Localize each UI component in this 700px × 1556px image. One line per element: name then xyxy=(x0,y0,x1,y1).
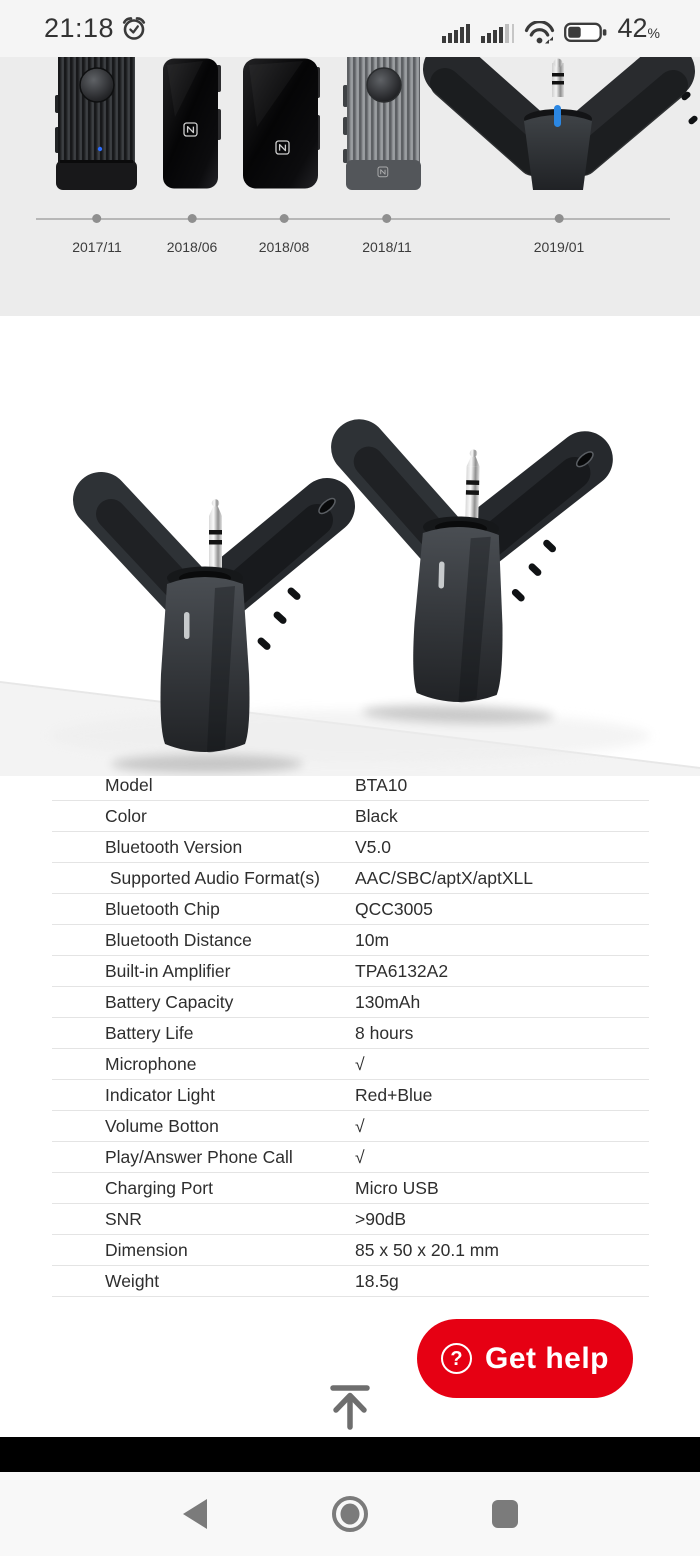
spec-value: √ xyxy=(355,1053,365,1074)
spec-label: Volume Botton xyxy=(105,1115,219,1136)
timeline-date: 2018/08 xyxy=(258,239,310,255)
timeline-milestone[interactable] xyxy=(534,214,585,255)
alarm-icon xyxy=(121,15,147,42)
scroll-to-top-button[interactable] xyxy=(322,1382,378,1430)
timeline-date: 2019/01 xyxy=(533,239,585,255)
spec-row xyxy=(52,1018,649,1049)
product-history-section xyxy=(0,57,700,316)
cell-signal-sim2-icon xyxy=(481,21,515,44)
spec-value: √ xyxy=(355,1115,365,1136)
timeline-dot-icon xyxy=(92,214,101,223)
spec-value: >90dB xyxy=(355,1208,407,1229)
cell-signal-sim1-icon xyxy=(442,21,472,44)
spec-row xyxy=(52,1142,649,1173)
battery-percent: 42 % xyxy=(617,13,660,43)
timeline-date: 2018/06 xyxy=(166,239,218,255)
spec-row xyxy=(52,863,649,894)
spec-label: Weight xyxy=(105,1270,160,1291)
content-bottom-strip xyxy=(0,1437,700,1472)
android-nav-bar xyxy=(0,1472,700,1556)
spec-value: 85 x 50 x 20.1 mm xyxy=(355,1239,499,1260)
product-detail-content xyxy=(0,316,700,1437)
spec-label: Charging Port xyxy=(105,1177,213,1198)
spec-label: Dimension xyxy=(105,1239,188,1260)
spec-row xyxy=(52,1111,649,1142)
spec-row xyxy=(52,987,649,1018)
nav-home-button[interactable] xyxy=(330,1494,370,1534)
spec-row xyxy=(52,1049,649,1080)
spec-label: Supported Audio Format(s) xyxy=(105,867,320,888)
timeline-dot-icon xyxy=(554,214,563,223)
spec-value: 8 hours xyxy=(355,1022,414,1043)
nav-recents-button[interactable] xyxy=(491,1499,519,1529)
spec-row xyxy=(52,832,649,863)
spec-value: Red+Blue xyxy=(355,1084,433,1105)
timeline-milestone[interactable] xyxy=(72,214,122,255)
spec-row xyxy=(52,1204,649,1235)
spec-label: Color xyxy=(105,805,147,826)
timeline-date: 2017/11 xyxy=(72,239,122,255)
nav-back-button[interactable] xyxy=(181,1498,209,1530)
timeline-dot-icon xyxy=(279,214,288,223)
timeline-dot-icon xyxy=(382,214,391,223)
spec-value: Black xyxy=(355,805,398,826)
spec-row xyxy=(52,1235,649,1266)
spec-label: Microphone xyxy=(105,1053,197,1074)
spec-value: BTA10 xyxy=(355,774,408,795)
spec-value: √ xyxy=(355,1146,365,1167)
spec-value: 10m xyxy=(355,929,390,950)
spec-value: AAC/SBC/aptX/aptXLL xyxy=(355,867,534,888)
spec-row xyxy=(52,1173,649,1204)
spec-label: Bluetooth Chip xyxy=(105,898,220,919)
timeline-milestone[interactable] xyxy=(362,214,412,255)
spec-row xyxy=(52,801,649,832)
spec-row xyxy=(52,894,649,925)
spec-label: Bluetooth Version xyxy=(105,836,243,857)
status-bar xyxy=(0,0,700,57)
spec-row xyxy=(52,770,649,801)
spec-value: QCC3005 xyxy=(355,898,433,919)
timeline-milestone[interactable] xyxy=(167,214,218,255)
spec-label: Battery Life xyxy=(105,1022,194,1043)
timeline-milestones xyxy=(0,57,700,316)
spec-value: Micro USB xyxy=(355,1177,439,1198)
status-left xyxy=(44,13,147,44)
spec-label: SNR xyxy=(105,1208,142,1229)
spec-row xyxy=(52,1266,649,1297)
wifi-icon xyxy=(524,21,555,44)
spec-label: Bluetooth Distance xyxy=(105,929,252,950)
spec-value: 18.5g xyxy=(355,1270,399,1291)
spec-value: TPA6132A2 xyxy=(355,960,449,981)
get-help-label: Get help xyxy=(484,1341,609,1375)
get-help-button[interactable] xyxy=(417,1319,633,1398)
spec-label: Indicator Light xyxy=(105,1084,215,1105)
product-photo-bta10-pair xyxy=(0,316,700,776)
spec-row xyxy=(52,956,649,987)
timeline-milestone[interactable] xyxy=(259,214,310,255)
clock-time: 21:18 xyxy=(44,13,115,43)
spec-label: Play/Answer Phone Call xyxy=(105,1146,293,1167)
spec-row xyxy=(52,925,649,956)
spec-label: Built-in Amplifier xyxy=(105,960,231,981)
spec-label: Battery Capacity xyxy=(105,991,234,1012)
timeline-date: 2018/11 xyxy=(362,239,412,255)
spec-row xyxy=(52,1080,649,1111)
spec-value: 130mAh xyxy=(355,991,421,1012)
timeline-dot-icon xyxy=(187,214,196,223)
spec-label: Model xyxy=(105,774,153,795)
question-mark-icon: ? xyxy=(441,1343,472,1374)
battery-icon xyxy=(564,21,607,44)
status-right xyxy=(442,13,661,44)
spec-table xyxy=(52,770,649,1297)
spec-value: V5.0 xyxy=(355,836,391,857)
